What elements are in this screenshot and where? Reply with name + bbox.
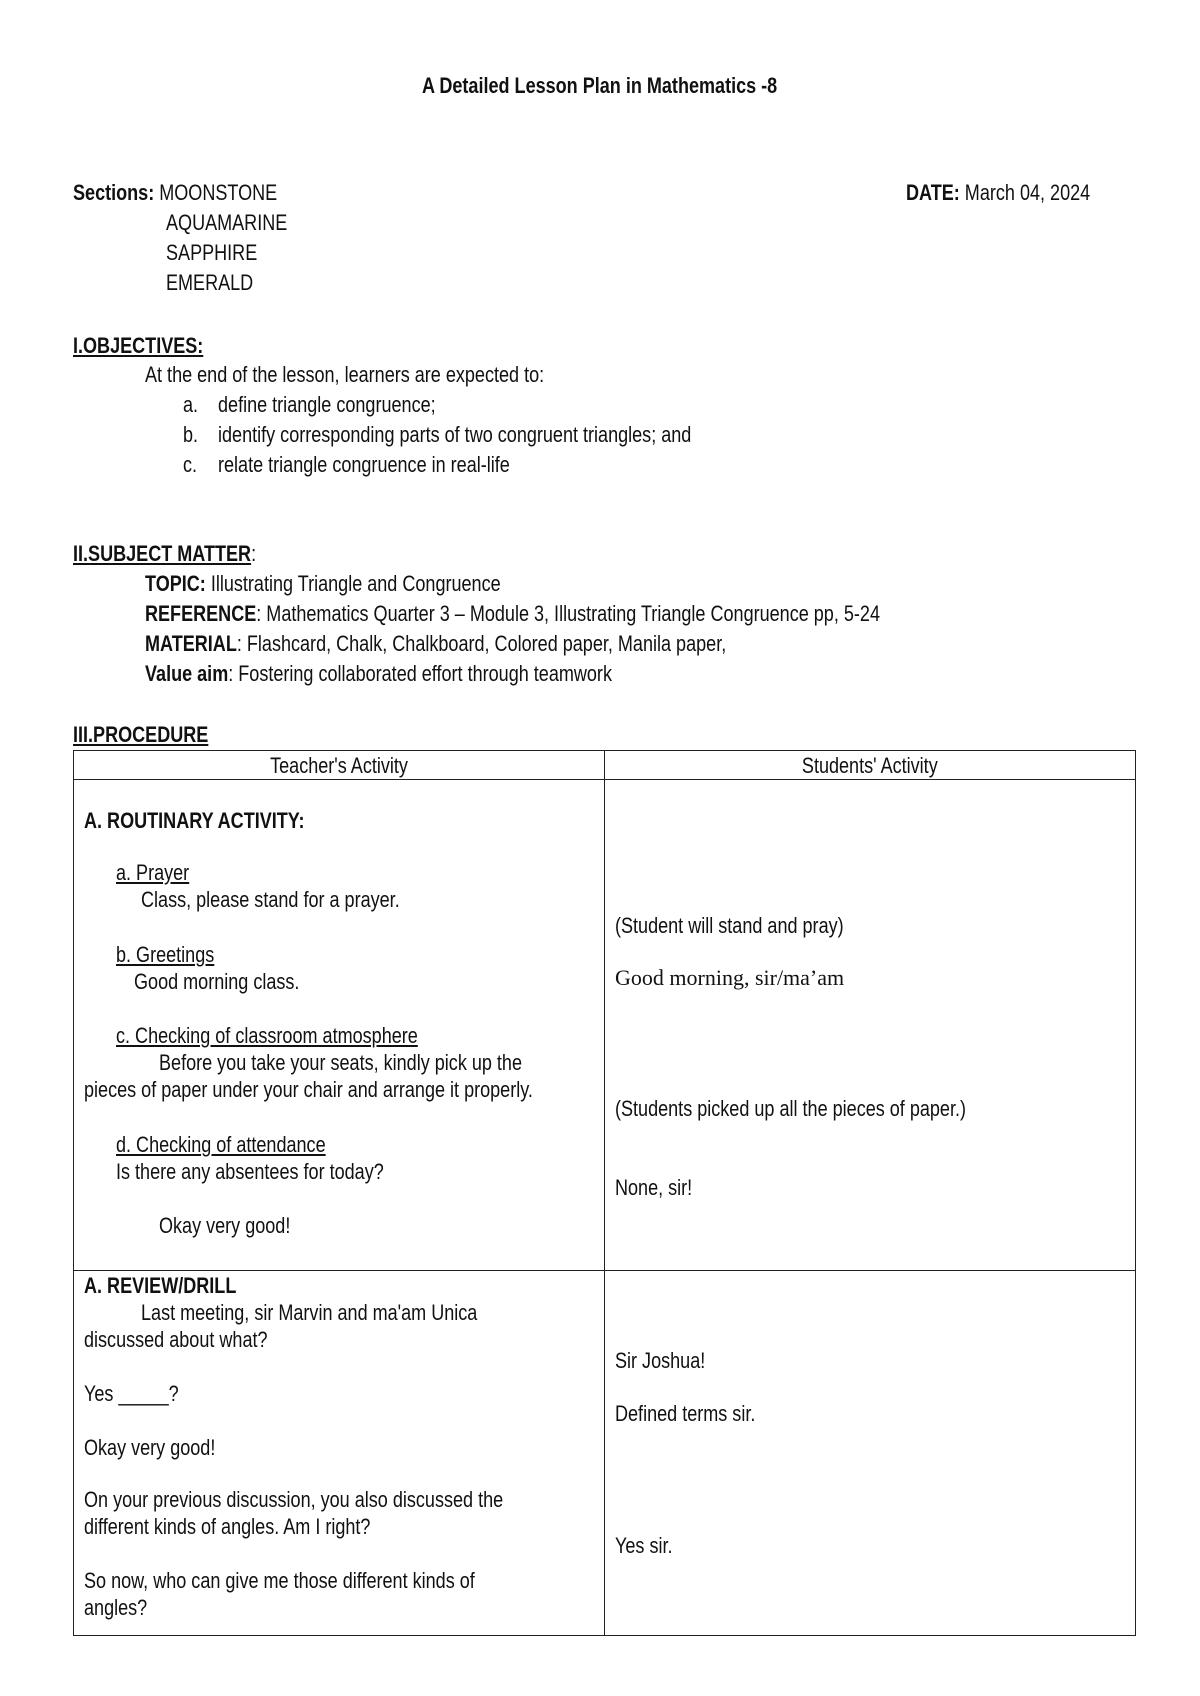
review-text: On your previous discussion, you also discussed the	[84, 1487, 504, 1512]
routinary-heading: A. ROUTINARY ACTIVITY:	[84, 808, 305, 833]
attendance-text: Is there any absentees for today?	[116, 1159, 384, 1184]
review-text: Okay very good!	[84, 1435, 216, 1460]
objective-marker: b.	[183, 422, 199, 447]
student-response: Defined terms sir.	[615, 1401, 756, 1426]
column-divider	[604, 751, 605, 1635]
attendance-label: d. Checking of attendance	[116, 1132, 326, 1157]
date-block	[906, 180, 1131, 206]
review-text: discussed about what?	[84, 1327, 268, 1352]
topic-line: TOPIC: Illustrating Triangle and Congruence	[145, 571, 501, 596]
prayer-label: a. Prayer	[116, 860, 190, 885]
sections-label: Sections:	[73, 180, 155, 205]
review-text: Last meeting, sir Marvin and ma'am Unica	[141, 1300, 478, 1325]
date-value: March 04, 2024	[964, 180, 1091, 205]
objective-item: relate triangle congruence in real-life	[218, 452, 510, 477]
section-item: EMERALD	[166, 270, 254, 295]
atmosphere-text: Before you take your seats, kindly pick up the	[159, 1050, 523, 1075]
objectives-heading: I.OBJECTIVES:	[73, 333, 204, 358]
value-aim-line: Value aim: Fostering collaborated effort through teamwork	[145, 661, 612, 686]
section-item: MOONSTONE	[159, 180, 278, 205]
student-response: None, sir!	[615, 1175, 693, 1200]
prayer-text: Class, please stand for a prayer.	[141, 887, 400, 912]
student-response: Sir Joshua!	[615, 1348, 706, 1373]
material-line: MATERIAL: Flashcard, Chalk, Chalkboard, Colored paper, Manila paper,	[145, 631, 727, 656]
student-response: Yes sir.	[615, 1533, 673, 1558]
column-header-teacher: Teacher's Activity	[270, 753, 408, 778]
review-heading: A. REVIEW/DRILL	[84, 1273, 237, 1298]
student-response: (Student will stand and pray)	[615, 913, 844, 938]
attendance-reply: Okay very good!	[159, 1213, 291, 1238]
student-response: (Students picked up all the pieces of paper.)	[615, 1096, 966, 1121]
sections-block	[73, 180, 322, 206]
reference-line: REFERENCE: Mathematics Quarter 3 – Module 3, Illustrating Triangle Congruence pp, 5-24	[145, 601, 880, 626]
procedure-heading: III.PROCEDURE	[73, 722, 209, 747]
objective-marker: a.	[183, 392, 199, 417]
atmosphere-text: pieces of paper under your chair and arrange it properly.	[84, 1077, 533, 1102]
objective-item: identify corresponding parts of two congruent triangles; and	[218, 422, 692, 447]
review-text: angles?	[84, 1595, 148, 1620]
atmosphere-label: c. Checking of classroom atmosphere	[116, 1023, 418, 1048]
column-header-students: Students' Activity	[802, 753, 938, 778]
objective-item: define triangle congruence;	[218, 392, 436, 417]
row-divider	[74, 1270, 1135, 1271]
subject-matter-heading: II.SUBJECT MATTER:	[73, 541, 257, 566]
review-text: Yes _____?	[84, 1381, 179, 1406]
greetings-text: Good morning class.	[134, 969, 300, 994]
student-response: Good morning, sir/ma’am	[615, 965, 845, 990]
review-text: different kinds of angles. Am I right?	[84, 1514, 371, 1539]
procedure-table	[73, 750, 1136, 1636]
objective-marker: c.	[183, 452, 198, 477]
header-row-divider	[74, 779, 1135, 780]
review-text: So now, who can give me those different kinds of	[84, 1568, 475, 1593]
section-item: AQUAMARINE	[166, 210, 288, 235]
greetings-label: b. Greetings	[116, 942, 215, 967]
section-item: SAPPHIRE	[166, 240, 258, 265]
date-label: DATE:	[906, 180, 960, 205]
page-title: A Detailed Lesson Plan in Mathematics -8	[422, 73, 778, 98]
objectives-intro: At the end of the lesson, learners are expected to:	[145, 362, 545, 387]
